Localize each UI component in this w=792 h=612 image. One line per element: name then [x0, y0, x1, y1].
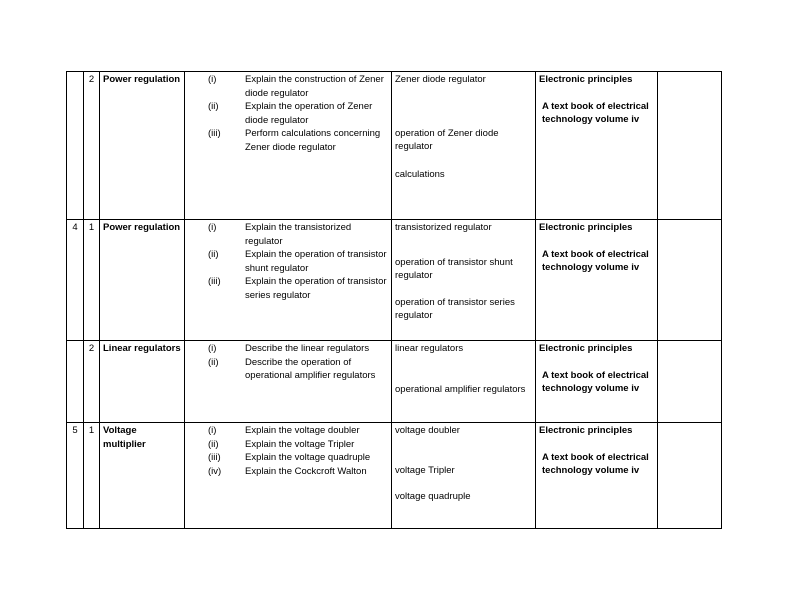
- objective-item: (i) Describe the linear regulators: [208, 343, 370, 354]
- objective-item: (i) Explain the construction of Zener diode regulator: [208, 74, 384, 99]
- activities-cell: [392, 341, 536, 423]
- activity-item: Zener diode regulator: [395, 74, 486, 85]
- activities-cell: [392, 423, 536, 529]
- reference-item: A text book of electrical technology volume iv: [542, 100, 649, 125]
- reference-item: A text book of electrical technology volume iv: [542, 451, 649, 476]
- activity-item: transistorized regulator: [395, 222, 492, 233]
- activity-item: operational amplifier regulators: [395, 383, 526, 395]
- scheme-of-work-table: [66, 71, 722, 529]
- activity-item: voltage quadruple: [395, 491, 471, 502]
- reference-item: Electronic principles: [539, 222, 633, 233]
- objective-item: (iii) Perform calculations concerning Zener diode regulator: [208, 128, 381, 153]
- objective-item: (ii) Explain the voltage Tripler: [208, 438, 355, 450]
- week-cell: 5: [67, 423, 84, 529]
- activities-cell: [392, 220, 536, 341]
- objectives-cell: [185, 72, 392, 220]
- reference-item: A text book of electrical technology volume iv: [542, 369, 649, 394]
- objective-item: (iv) Explain the Cockcroft Walton: [208, 465, 367, 477]
- week-cell: [67, 72, 84, 220]
- objectives-cell: [185, 220, 392, 341]
- activity-item: operation of transistor shunt regulator: [395, 256, 513, 281]
- references-cell: [536, 220, 658, 341]
- activity-item: voltage Tripler: [395, 464, 455, 476]
- table-row: [67, 220, 722, 341]
- table-row: [67, 72, 722, 220]
- lesson-cell: 2: [84, 341, 100, 423]
- references-cell: [536, 341, 658, 423]
- objective-item: (ii) Explain the operation of transistor shunt regulator: [208, 249, 387, 274]
- activity-item: operation of Zener diode regulator: [395, 127, 499, 152]
- activities-cell: [392, 72, 536, 220]
- reference-item: Electronic principles: [539, 343, 633, 354]
- activity-item: calculations: [395, 168, 445, 180]
- topic-cell: Power regulation: [100, 220, 185, 341]
- table-row: [67, 423, 722, 529]
- reference-item: Electronic principles: [539, 74, 633, 85]
- objectives-cell: [185, 341, 392, 423]
- table-row: [67, 341, 722, 423]
- reference-item: A text book of electrical technology volume iv: [542, 248, 649, 273]
- objective-item: (ii) Describe the operation of operational amplifier regulators: [208, 356, 376, 381]
- topic-cell: Voltage multiplier: [100, 423, 185, 529]
- lesson-cell: 1: [84, 220, 100, 341]
- lesson-cell: 2: [84, 72, 100, 220]
- lesson-cell: 1: [84, 423, 100, 529]
- reference-item: Electronic principles: [539, 425, 633, 436]
- week-cell: [67, 341, 84, 423]
- references-cell: [536, 423, 658, 529]
- objective-item: (iii) Explain the operation of transistor series regulator: [208, 276, 387, 301]
- remarks-cell: [658, 341, 722, 423]
- week-cell: 4: [67, 220, 84, 341]
- activity-item: operation of transistor series regulator: [395, 296, 515, 321]
- objective-item: (i) Explain the transistorized regulator: [208, 222, 352, 247]
- remarks-cell: [658, 423, 722, 529]
- activity-item: voltage doubler: [395, 425, 460, 436]
- objective-item: (ii) Explain the operation of Zener diode regulator: [208, 101, 373, 126]
- topic-cell: Linear regulators: [100, 341, 185, 423]
- remarks-cell: [658, 220, 722, 341]
- objective-item: (i) Explain the voltage doubler: [208, 425, 360, 436]
- references-cell: [536, 72, 658, 220]
- objective-item: (iii) Explain the voltage quadruple: [208, 452, 371, 463]
- remarks-cell: [658, 72, 722, 220]
- topic-cell: Power regulation: [100, 72, 185, 220]
- objectives-cell: [185, 423, 392, 529]
- activity-item: linear regulators: [395, 343, 464, 354]
